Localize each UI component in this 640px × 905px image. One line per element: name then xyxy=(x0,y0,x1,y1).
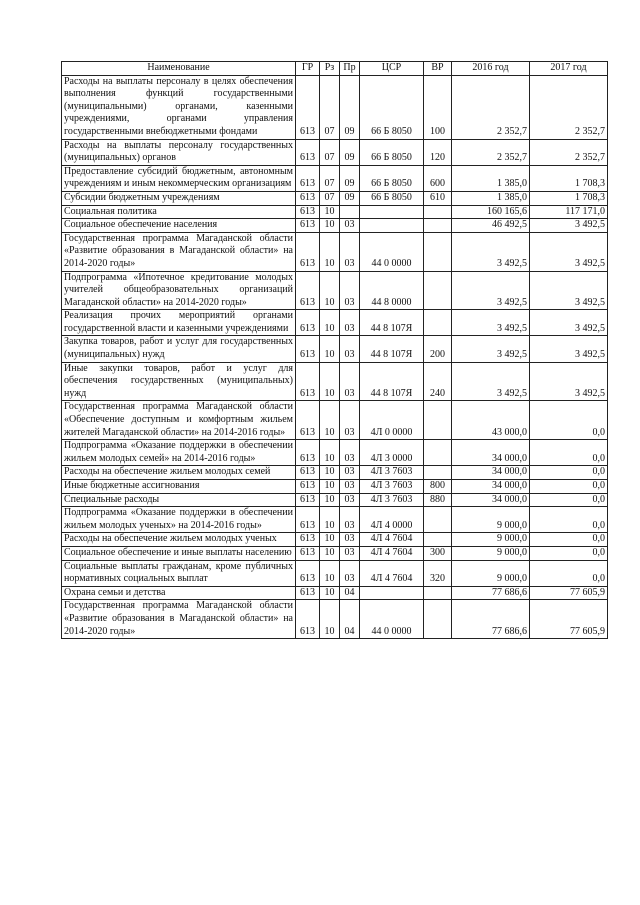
row-name: Реализация прочих мероприятий органами государственной власти и казенными учреждениями xyxy=(62,310,296,336)
row-vr xyxy=(424,232,452,271)
row-csr: 44 8 0000 xyxy=(360,271,424,310)
row-gr: 613 xyxy=(296,310,320,336)
header-2016: 2016 год xyxy=(452,62,530,76)
row-vr xyxy=(424,310,452,336)
row-csr xyxy=(360,219,424,233)
row-gr: 613 xyxy=(296,139,320,165)
row-vr xyxy=(424,600,452,639)
row-2016: 46 492,5 xyxy=(452,219,530,233)
row-rz: 10 xyxy=(320,362,340,401)
header-row xyxy=(62,62,608,76)
row-2016: 77 686,6 xyxy=(452,586,530,600)
row-pr: 03 xyxy=(340,440,360,466)
row-pr: 03 xyxy=(340,507,360,533)
row-pr: 09 xyxy=(340,165,360,191)
row-rz: 10 xyxy=(320,466,340,480)
row-vr: 240 xyxy=(424,362,452,401)
row-pr: 04 xyxy=(340,586,360,600)
row-gr: 613 xyxy=(296,493,320,507)
row-csr: 4Л 4 7604 xyxy=(360,546,424,560)
row-name: Социальные выплаты гражданам, кроме публичных нормативных социальных выплат xyxy=(62,560,296,586)
row-2017: 0,0 xyxy=(530,466,608,480)
row-2016: 3 492,5 xyxy=(452,310,530,336)
row-rz: 10 xyxy=(320,401,340,440)
header-pr: Пр xyxy=(340,62,360,76)
row-rz: 10 xyxy=(320,310,340,336)
table-row xyxy=(62,507,608,533)
row-vr xyxy=(424,205,452,219)
row-2016: 34 000,0 xyxy=(452,440,530,466)
row-name: Иные бюджетные ассигнования xyxy=(62,480,296,494)
row-name: Государственная программа Магаданской области «Развитие образования в Магаданской области» на 2014-2020 годы» xyxy=(62,600,296,639)
row-2016: 1 385,0 xyxy=(452,191,530,205)
row-name: Подпрограмма «Оказание поддержки в обеспечении жильем молодых ученых» на 2014-2016 годы» xyxy=(62,507,296,533)
row-2016: 3 492,5 xyxy=(452,336,530,362)
row-pr: 03 xyxy=(340,480,360,494)
row-csr: 44 8 107Я xyxy=(360,310,424,336)
table-row xyxy=(62,232,608,271)
row-name: Охрана семьи и детства xyxy=(62,586,296,600)
row-pr xyxy=(340,205,360,219)
row-gr: 613 xyxy=(296,75,320,139)
row-name: Иные закупки товаров, работ и услуг для обеспечения государственных (муниципальных) нужд xyxy=(62,362,296,401)
header-vr: ВР xyxy=(424,62,452,76)
row-vr xyxy=(424,507,452,533)
row-2016: 77 686,6 xyxy=(452,600,530,639)
row-rz: 10 xyxy=(320,586,340,600)
row-2017: 3 492,5 xyxy=(530,336,608,362)
row-vr xyxy=(424,466,452,480)
row-vr xyxy=(424,533,452,547)
header-gr: ГР xyxy=(296,62,320,76)
table-row xyxy=(62,466,608,480)
row-gr: 613 xyxy=(296,480,320,494)
row-pr: 09 xyxy=(340,75,360,139)
row-csr: 4Л 3 7603 xyxy=(360,480,424,494)
row-gr: 613 xyxy=(296,205,320,219)
row-pr: 03 xyxy=(340,560,360,586)
row-2017: 0,0 xyxy=(530,440,608,466)
row-2017: 117 171,0 xyxy=(530,205,608,219)
row-pr: 09 xyxy=(340,191,360,205)
row-gr: 613 xyxy=(296,336,320,362)
table-row xyxy=(62,440,608,466)
row-csr: 4Л 4 0000 xyxy=(360,507,424,533)
row-name: Расходы на обеспечение жильем молодых семей xyxy=(62,466,296,480)
row-rz: 07 xyxy=(320,75,340,139)
row-csr: 4Л 3 7603 xyxy=(360,493,424,507)
row-2017: 0,0 xyxy=(530,546,608,560)
row-2017: 3 492,5 xyxy=(530,271,608,310)
row-gr: 613 xyxy=(296,362,320,401)
row-csr: 44 0 0000 xyxy=(360,600,424,639)
row-2017: 2 352,7 xyxy=(530,139,608,165)
row-pr: 03 xyxy=(340,466,360,480)
row-name: Закупка товаров, работ и услуг для государственных (муниципальных) нужд xyxy=(62,336,296,362)
row-2016: 3 492,5 xyxy=(452,232,530,271)
row-rz: 10 xyxy=(320,507,340,533)
row-pr: 09 xyxy=(340,139,360,165)
row-2016: 34 000,0 xyxy=(452,480,530,494)
table-row xyxy=(62,546,608,560)
row-csr xyxy=(360,205,424,219)
row-vr: 100 xyxy=(424,75,452,139)
row-gr: 613 xyxy=(296,533,320,547)
row-vr: 610 xyxy=(424,191,452,205)
row-name: Социальное обеспечение населения xyxy=(62,219,296,233)
row-rz: 10 xyxy=(320,440,340,466)
header-csr: ЦСР xyxy=(360,62,424,76)
row-rz: 10 xyxy=(320,493,340,507)
table-row xyxy=(62,560,608,586)
table-row xyxy=(62,362,608,401)
row-rz: 10 xyxy=(320,533,340,547)
row-name: Специальные расходы xyxy=(62,493,296,507)
row-vr: 800 xyxy=(424,480,452,494)
row-gr: 613 xyxy=(296,232,320,271)
table-row xyxy=(62,205,608,219)
row-pr: 04 xyxy=(340,600,360,639)
table-row xyxy=(62,336,608,362)
row-gr: 613 xyxy=(296,401,320,440)
row-gr: 613 xyxy=(296,271,320,310)
row-name: Социальная политика xyxy=(62,205,296,219)
row-name: Расходы на выплаты персоналу в целях обеспечения выполнения функций государственными (муниципальными) органами, казенными учреждениями, органами управления государственными внебюджетными фондами xyxy=(62,75,296,139)
row-pr: 03 xyxy=(340,493,360,507)
row-csr: 4Л 4 7604 xyxy=(360,560,424,586)
row-2017: 2 352,7 xyxy=(530,75,608,139)
row-vr: 880 xyxy=(424,493,452,507)
row-gr: 613 xyxy=(296,546,320,560)
row-2016: 34 000,0 xyxy=(452,466,530,480)
row-2016: 9 000,0 xyxy=(452,533,530,547)
row-csr: 66 Б 8050 xyxy=(360,191,424,205)
row-2016: 34 000,0 xyxy=(452,493,530,507)
table-row xyxy=(62,139,608,165)
row-2016: 3 492,5 xyxy=(452,362,530,401)
row-csr: 66 Б 8050 xyxy=(360,165,424,191)
table-row xyxy=(62,586,608,600)
row-pr: 03 xyxy=(340,546,360,560)
row-2017: 77 605,9 xyxy=(530,586,608,600)
row-name: Предоставление субсидий бюджетным, автономным учреждениям и иным некоммерческим организациям xyxy=(62,165,296,191)
table-row xyxy=(62,165,608,191)
row-csr: 44 0 0000 xyxy=(360,232,424,271)
row-csr: 66 Б 8050 xyxy=(360,139,424,165)
row-2017: 0,0 xyxy=(530,401,608,440)
row-name: Подпрограмма «Ипотечное кредитование молодых учителей общеобразовательных организаций Магаданской области» на 2014-2020 годы» xyxy=(62,271,296,310)
row-rz: 10 xyxy=(320,480,340,494)
row-rz: 10 xyxy=(320,219,340,233)
row-rz: 10 xyxy=(320,600,340,639)
row-2017: 1 708,3 xyxy=(530,165,608,191)
row-gr: 613 xyxy=(296,586,320,600)
row-vr xyxy=(424,401,452,440)
table-row xyxy=(62,310,608,336)
row-2016: 160 165,6 xyxy=(452,205,530,219)
row-gr: 613 xyxy=(296,600,320,639)
row-csr: 4Л 3 7603 xyxy=(360,466,424,480)
row-pr: 03 xyxy=(340,219,360,233)
row-2016: 9 000,0 xyxy=(452,546,530,560)
header-name: Наименование xyxy=(62,62,296,76)
row-2016: 2 352,7 xyxy=(452,139,530,165)
row-vr: 300 xyxy=(424,546,452,560)
row-gr: 613 xyxy=(296,219,320,233)
row-2017: 3 492,5 xyxy=(530,310,608,336)
table-row xyxy=(62,191,608,205)
row-csr: 44 8 107Я xyxy=(360,362,424,401)
row-2016: 2 352,7 xyxy=(452,75,530,139)
row-2016: 43 000,0 xyxy=(452,401,530,440)
row-rz: 10 xyxy=(320,546,340,560)
row-rz: 10 xyxy=(320,205,340,219)
table-row xyxy=(62,219,608,233)
row-csr: 4Л 0 0000 xyxy=(360,401,424,440)
row-name: Государственная программа Магаданской области «Развитие образования в Магаданской области» на 2014-2020 годы» xyxy=(62,232,296,271)
row-csr xyxy=(360,586,424,600)
header-rz: Рз xyxy=(320,62,340,76)
row-vr xyxy=(424,586,452,600)
table-row xyxy=(62,401,608,440)
row-2017: 3 492,5 xyxy=(530,232,608,271)
row-vr xyxy=(424,219,452,233)
row-vr: 320 xyxy=(424,560,452,586)
row-gr: 613 xyxy=(296,440,320,466)
row-2016: 9 000,0 xyxy=(452,560,530,586)
row-2017: 0,0 xyxy=(530,493,608,507)
row-2017: 77 605,9 xyxy=(530,600,608,639)
row-name: Государственная программа Магаданской области «Обеспечение доступным и комфортным жильем жителей Магаданской области» на 2014-2016 годы» xyxy=(62,401,296,440)
row-pr: 03 xyxy=(340,533,360,547)
row-2017: 0,0 xyxy=(530,507,608,533)
row-2016: 1 385,0 xyxy=(452,165,530,191)
table-row xyxy=(62,480,608,494)
budget-table xyxy=(61,61,608,639)
row-pr: 03 xyxy=(340,310,360,336)
row-vr xyxy=(424,440,452,466)
table-row xyxy=(62,493,608,507)
row-2017: 3 492,5 xyxy=(530,362,608,401)
row-csr: 4Л 4 7604 xyxy=(360,533,424,547)
row-gr: 613 xyxy=(296,466,320,480)
row-rz: 10 xyxy=(320,336,340,362)
row-gr: 613 xyxy=(296,507,320,533)
row-rz: 10 xyxy=(320,271,340,310)
row-vr: 600 xyxy=(424,165,452,191)
row-vr: 200 xyxy=(424,336,452,362)
row-2016: 3 492,5 xyxy=(452,271,530,310)
row-2017: 0,0 xyxy=(530,480,608,494)
table-row xyxy=(62,600,608,639)
row-pr: 03 xyxy=(340,232,360,271)
row-rz: 07 xyxy=(320,191,340,205)
row-name: Подпрограмма «Оказание поддержки в обеспечении жильем молодых семей» на 2014-2016 годы» xyxy=(62,440,296,466)
row-2017: 1 708,3 xyxy=(530,191,608,205)
row-2017: 3 492,5 xyxy=(530,219,608,233)
row-gr: 613 xyxy=(296,560,320,586)
row-name: Субсидии бюджетным учреждениям xyxy=(62,191,296,205)
table-row xyxy=(62,271,608,310)
row-2017: 0,0 xyxy=(530,560,608,586)
row-vr xyxy=(424,271,452,310)
row-name: Расходы на обеспечение жильем молодых ученых xyxy=(62,533,296,547)
row-gr: 613 xyxy=(296,165,320,191)
row-rz: 07 xyxy=(320,165,340,191)
row-pr: 03 xyxy=(340,401,360,440)
row-rz: 10 xyxy=(320,560,340,586)
row-name: Социальное обеспечение и иные выплаты населению xyxy=(62,546,296,560)
row-gr: 613 xyxy=(296,191,320,205)
row-rz: 10 xyxy=(320,232,340,271)
row-name: Расходы на выплаты персоналу государственных (муниципальных) органов xyxy=(62,139,296,165)
row-pr: 03 xyxy=(340,271,360,310)
row-csr: 66 Б 8050 xyxy=(360,75,424,139)
row-2016: 9 000,0 xyxy=(452,507,530,533)
table-row xyxy=(62,533,608,547)
header-2017: 2017 год xyxy=(530,62,608,76)
row-csr: 44 8 107Я xyxy=(360,336,424,362)
row-vr: 120 xyxy=(424,139,452,165)
row-pr: 03 xyxy=(340,362,360,401)
row-pr: 03 xyxy=(340,336,360,362)
table-row xyxy=(62,75,608,139)
row-2017: 0,0 xyxy=(530,533,608,547)
row-rz: 07 xyxy=(320,139,340,165)
row-csr: 4Л 3 0000 xyxy=(360,440,424,466)
